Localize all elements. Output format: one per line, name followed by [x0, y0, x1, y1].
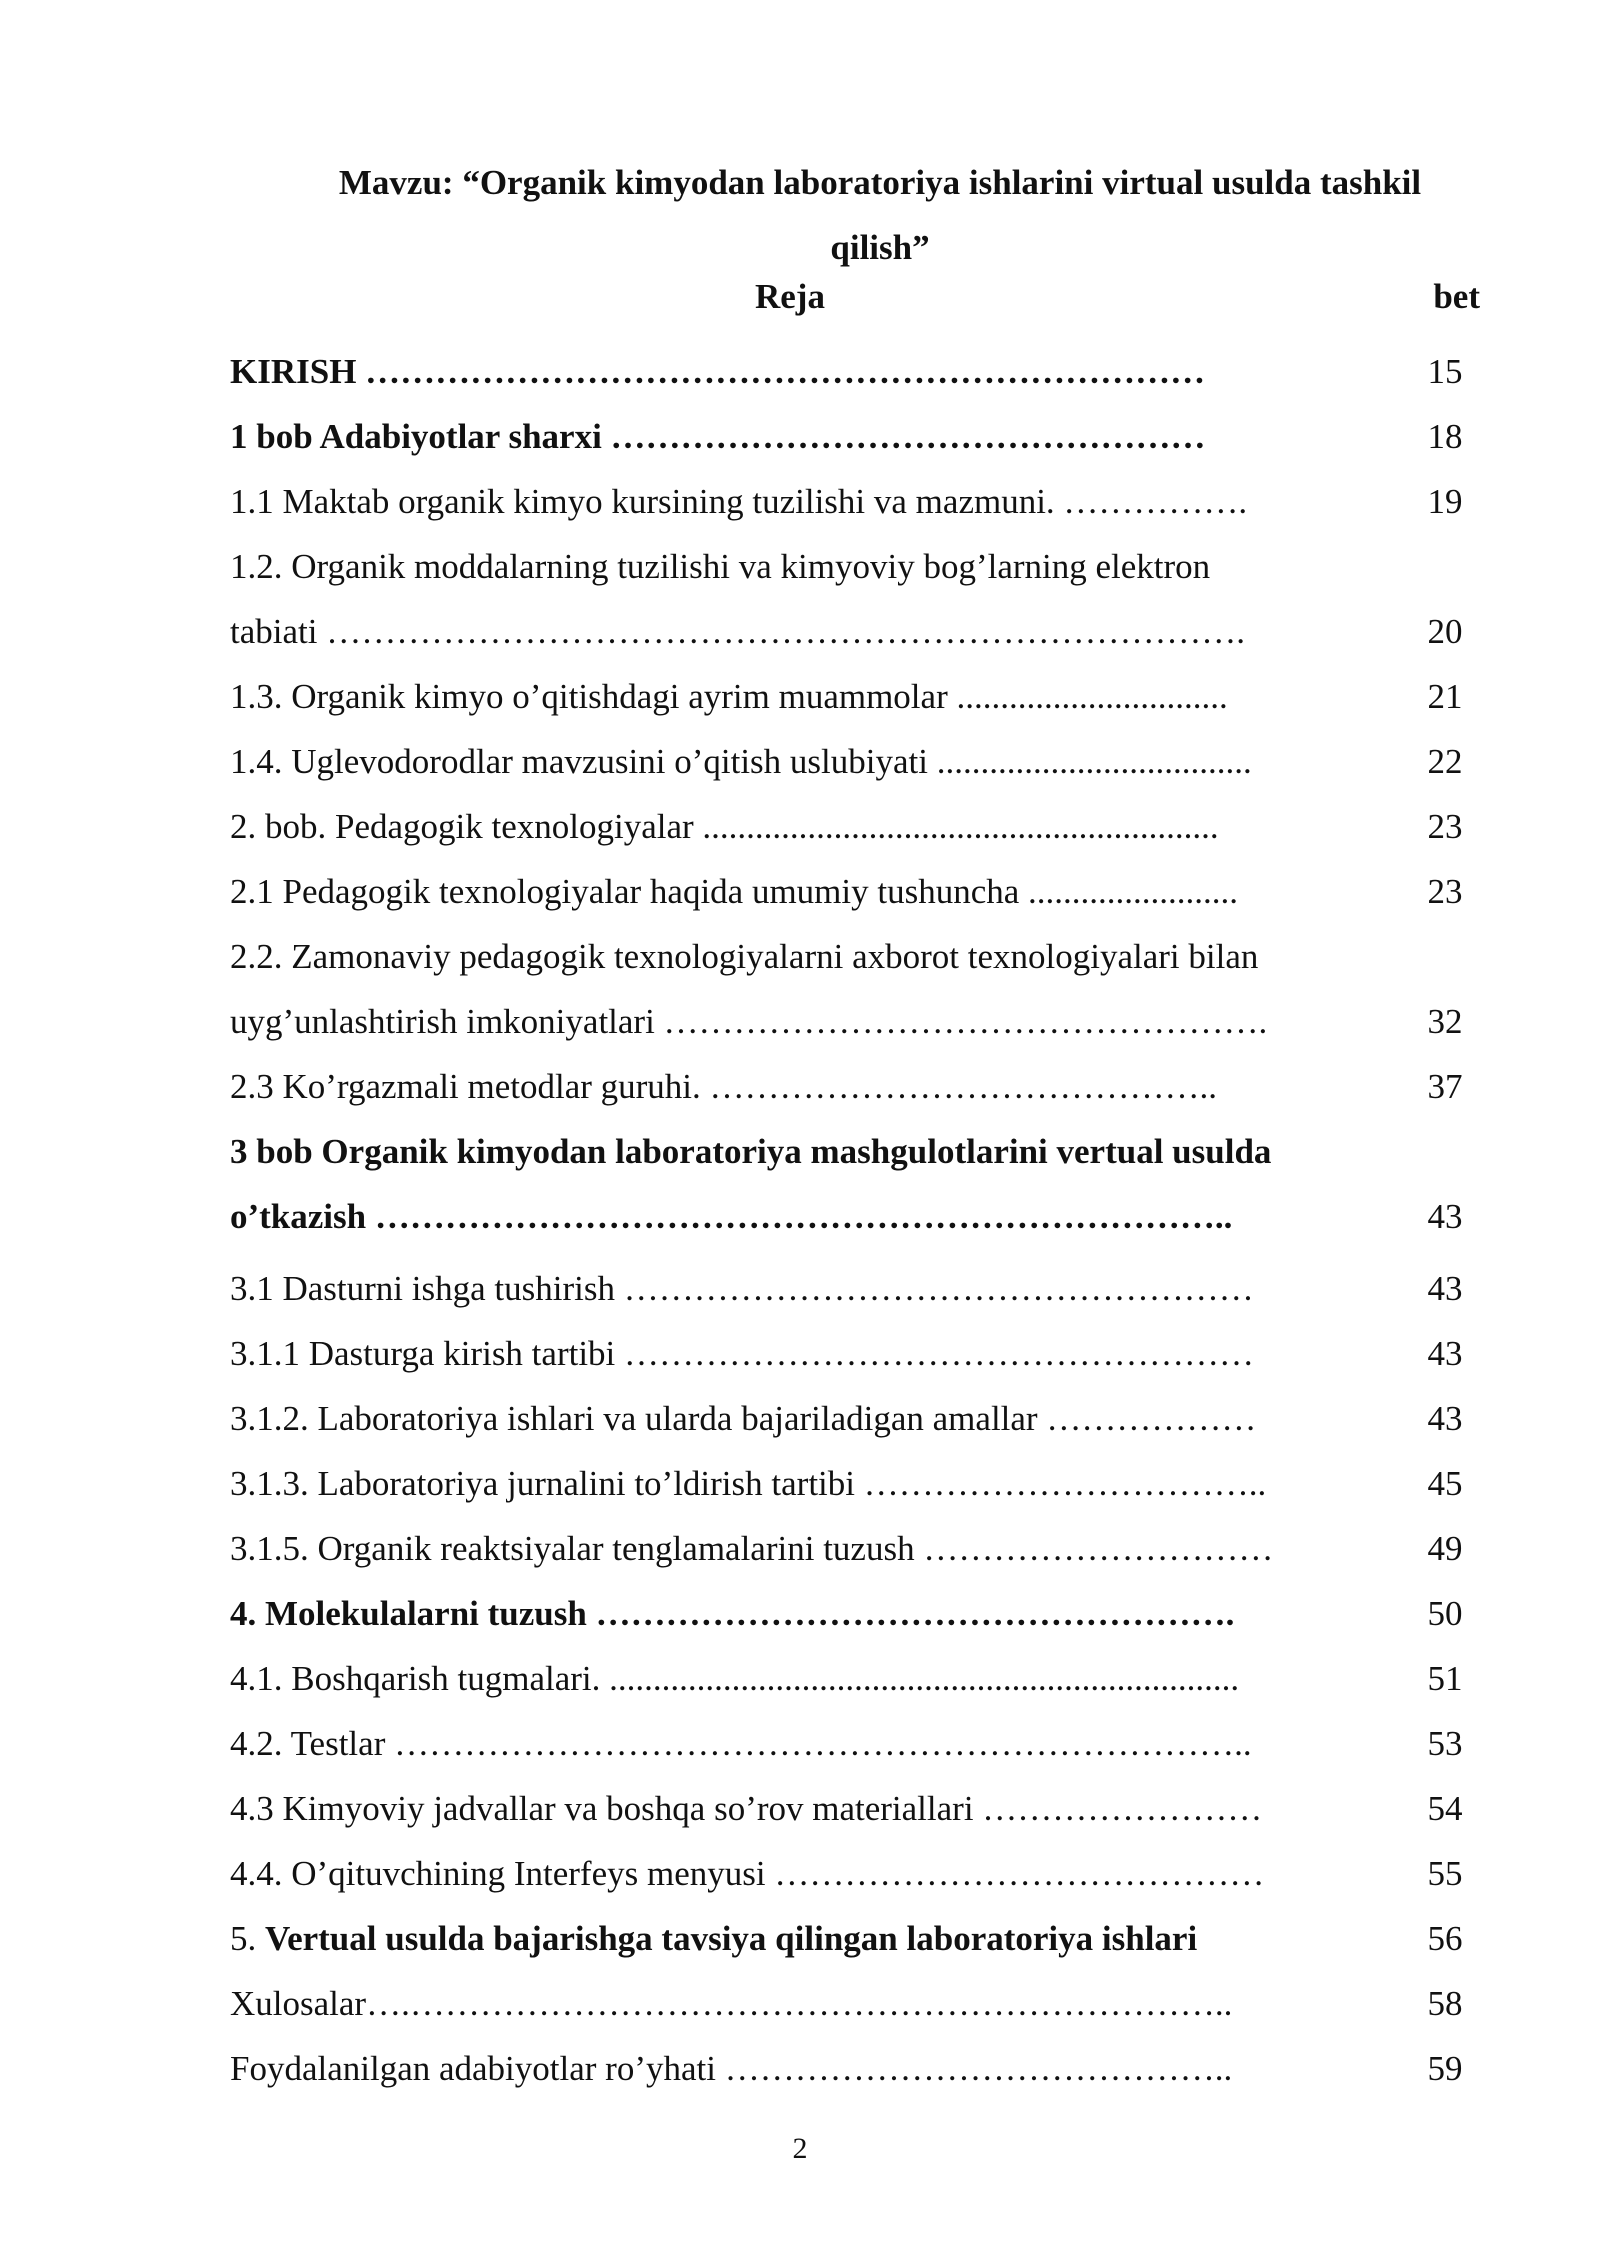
toc-entry-text: 1.3. Organik kimyo o’qitishdagi ayrim muammolar ............................... [230, 677, 1228, 716]
toc-entry-page: 32 [1427, 1002, 1463, 1041]
toc-entry-text: 3.1.3. Laboratoriya jurnalini to’ldirish tartibi …………………………….. [230, 1464, 1267, 1503]
toc-entry-text: 3.1.5. Organik reaktsiyalar tenglamalarini tuzush ………………………… [230, 1529, 1274, 1568]
toc-entry-text: 4.3 Kimyoviy jadvallar va boshqa so’rov materiallari …………………… [230, 1789, 1263, 1828]
toc-entry-page: 43 [1427, 1269, 1463, 1308]
toc-entry-page: 43 [1427, 1334, 1463, 1373]
toc-entry-text: o’tkazish ……………………………………………………………….. [230, 1197, 1233, 1236]
toc-entry-page: 56 [1427, 1919, 1463, 1958]
title-line-2: qilish” [830, 228, 930, 267]
toc-entry-page: 15 [1427, 352, 1463, 391]
toc-entry [230, 927, 1480, 992]
toc-entry-page: 43 [1427, 1197, 1463, 1236]
toc-entry-page: 43 [1427, 1399, 1463, 1438]
toc-entry [230, 667, 1480, 732]
toc-entry [230, 862, 1480, 927]
toc-entry-text: 4.4. O’qituvchining Interfeys menyusi …………………………………… [230, 1854, 1265, 1893]
toc-entry-page: 53 [1427, 1724, 1463, 1763]
toc-entry-text: tabiati ……………………………………………………………………. [230, 612, 1245, 651]
toc-entry-text: Foydalanilgan adabiyotlar ro’yhati …………………………………….. [230, 2049, 1233, 2088]
toc-entry-text: KIRISH ……………………………………………………………… [230, 352, 1206, 391]
toc-entry [230, 1187, 1480, 1252]
toc-entry-page: 54 [1427, 1789, 1463, 1828]
toc-entry-text: 1 bob Adabiyotlar sharxi …………………………………………… [230, 417, 1206, 456]
toc-entry-text: 3.1.1 Dasturga kirish tartibi ……………………………………………… [230, 1334, 1255, 1373]
toc-entry-text: 4. Molekulalarni tuzush ………………………………………………. [230, 1594, 1235, 1633]
toc-entry-page: 18 [1427, 417, 1463, 456]
toc-entry [230, 2039, 1480, 2104]
toc-entry [230, 732, 1480, 797]
document-title [280, 150, 1480, 280]
toc-entry [230, 1519, 1480, 1584]
toc-entry-text: uyg’unlashtirish imkoniyatlari ……………………………………………. [230, 1002, 1268, 1041]
toc-entry-text: 4.2. Testlar ……………………………………………………………….. [230, 1724, 1252, 1763]
toc-entry [230, 1122, 1480, 1187]
toc-entry-page: 58 [1427, 1984, 1463, 2023]
toc-entry [230, 537, 1480, 602]
toc-entry [230, 407, 1480, 472]
toc-entry [230, 1454, 1480, 1519]
plan-header [230, 277, 1480, 337]
toc-entry-text [230, 1909, 1197, 1969]
toc-entry [230, 1909, 1480, 1974]
toc-entry-text: 1.4. Uglevodorodlar mavzusini o’qitish uslubiyati .................................... [230, 742, 1252, 781]
toc-entry [230, 992, 1480, 1057]
toc-entry [230, 1974, 1480, 2039]
plan-heading: Reja [755, 277, 825, 316]
toc-entry-text: Xulosalar….…………………………………………………………….. [230, 1984, 1233, 2023]
toc-entry-title: Vertual usulda bajarishga tavsiya qilingan laboratoriya ishlari [265, 1919, 1198, 1958]
toc-entry-page: 19 [1427, 482, 1463, 521]
toc-entry [230, 1779, 1480, 1844]
title-line-1: Mavzu: “Organik kimyodan laboratoriya ishlarini virtual usulda tashkil [338, 163, 1422, 202]
toc-entry-page: 49 [1427, 1529, 1463, 1568]
toc-entry-text: 4.1. Boshqarish tugmalari. ........................................................................ [230, 1659, 1240, 1698]
toc-entry [230, 1584, 1480, 1649]
toc-entry-page: 22 [1427, 742, 1463, 781]
toc-entry [230, 1324, 1480, 1389]
toc-entry [230, 1259, 1480, 1324]
toc-entry-text: 3.1 Dasturni ishga tushirish ……………………………………………… [230, 1269, 1254, 1308]
toc-entry [230, 472, 1480, 537]
toc-entry-text: 1.2. Organik moddalarning tuzilishi va kimyoviy bog’larning elektron [230, 547, 1211, 586]
toc-entry-text: 1.1 Maktab organik kimyo kursining tuzilishi va mazmuni. ……………. [230, 482, 1248, 521]
toc-entry-page: 20 [1427, 612, 1463, 651]
toc-entry-prefix: 5. [230, 1919, 265, 1958]
toc-entry [230, 1057, 1480, 1122]
toc-entry-text: 3.1.2. Laboratoriya ishlari va ularda bajariladigan amallar ……………… [230, 1399, 1257, 1438]
toc-entry-text: 2.2. Zamonaviy pedagogik texnologiyalarni axborot texnologiyalari bilan [230, 937, 1259, 976]
toc-entry-page: 55 [1427, 1854, 1463, 1893]
toc-entry-text: 3 bob Organik kimyodan laboratoriya mashgulotlarini vertual usulda [230, 1132, 1272, 1171]
table-of-contents [230, 342, 1480, 2104]
toc-entry-text: 2.3 Ko’rgazmali metodlar guruhi. …………………………………….. [230, 1067, 1218, 1106]
toc-entry-page: 51 [1427, 1659, 1463, 1698]
toc-entry [230, 1389, 1480, 1454]
toc-entry [230, 602, 1480, 667]
toc-entry [230, 342, 1480, 407]
toc-entry-text: 2. bob. Pedagogik texnologiyalar ........................................................... [230, 807, 1219, 846]
toc-entry-text: 2.1 Pedagogik texnologiyalar haqida umumiy tushuncha ........................ [230, 872, 1239, 911]
toc-entry [230, 797, 1480, 862]
toc-entry-page: 59 [1427, 2049, 1463, 2088]
toc-entry-page: 50 [1427, 1594, 1463, 1633]
page-column-heading: bet [1433, 277, 1480, 316]
toc-entry-page: 45 [1427, 1464, 1463, 1503]
toc-entry-page: 23 [1427, 872, 1463, 911]
toc-entry-page: 21 [1427, 677, 1463, 716]
toc-entry-page: 23 [1427, 807, 1463, 846]
toc-entry-page: 37 [1427, 1067, 1463, 1106]
toc-entry [230, 1649, 1480, 1714]
toc-entry [230, 1714, 1480, 1779]
page-number: 2 [792, 2132, 808, 2165]
toc-entry [230, 1844, 1480, 1909]
